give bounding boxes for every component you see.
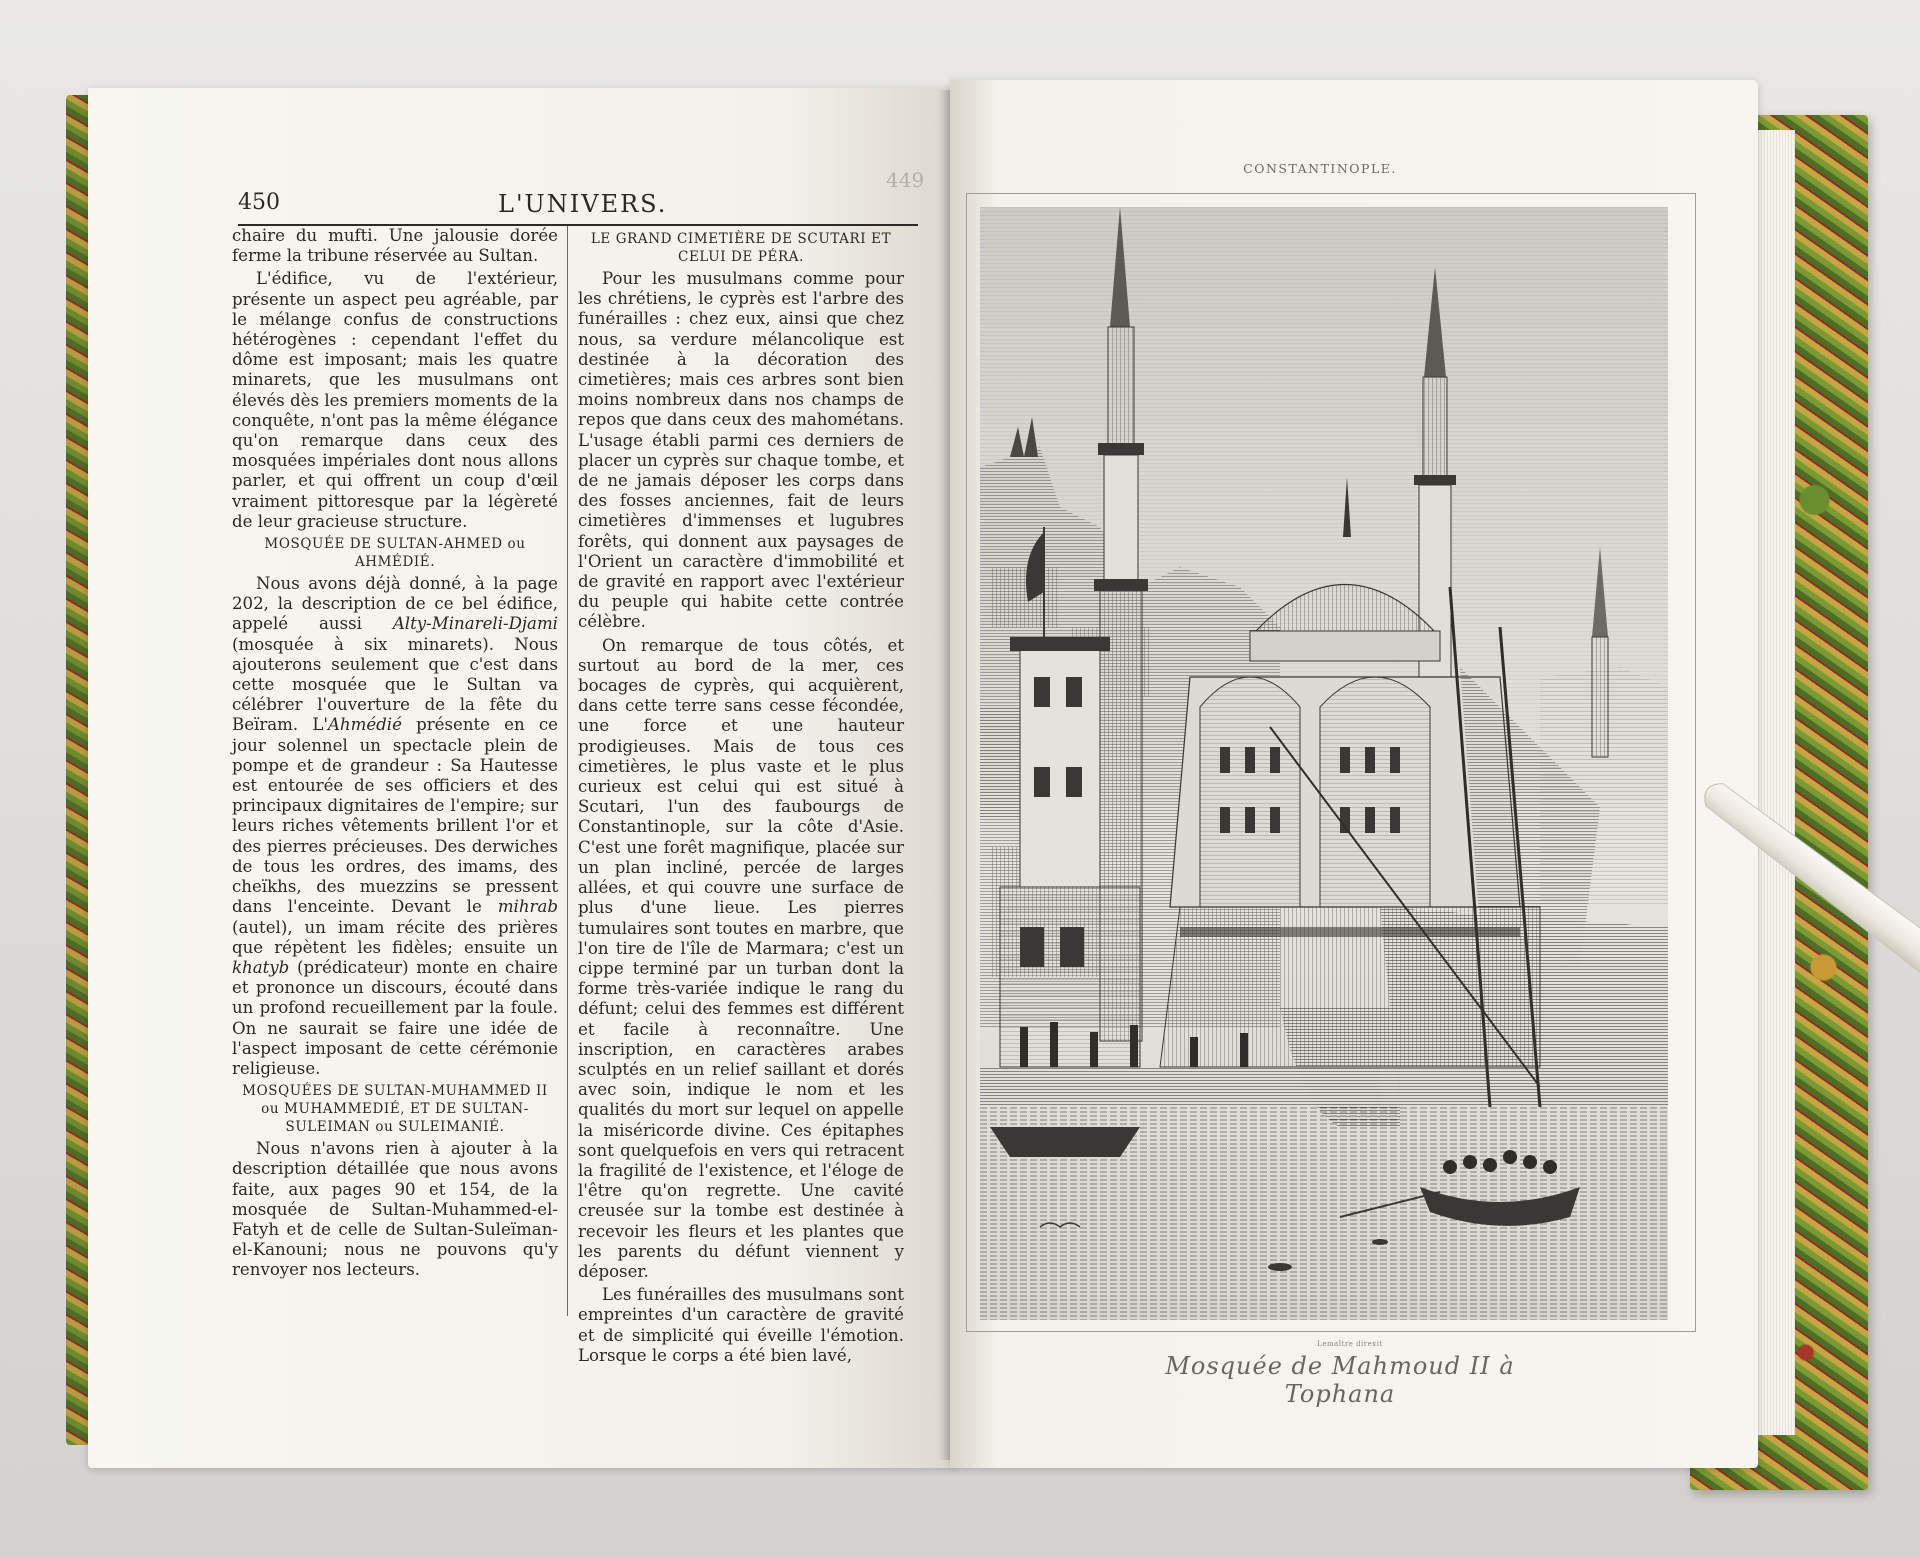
section-heading: MOSQUÉES DE SULTAN-MUHAMMED II ou MUHAMMEDIÉ, ET DE SULTAN-SULEIMAN ou SULEIMANIÉ.	[242, 1083, 548, 1136]
italic-term: Alty-Minareli-Djami	[392, 614, 558, 634]
text-run: (autel), un imam récite des prières que répètent les fidèles; ensuite un	[232, 917, 558, 957]
italic-term: Ahmédié	[327, 715, 402, 735]
text-run: (prédicateur) monte en chaire et prononce un discours, écouté dans un profond recueillement par la foule. On ne saurait se faire une idée de l'aspect imposant de cette cérémonie religieuse.	[232, 957, 558, 1078]
paragraph	[232, 574, 558, 1079]
column-rule	[567, 226, 568, 1316]
text-column-left	[232, 226, 558, 1284]
text-run: présente en ce jour solennel un spectacle plein de pompe et de grandeur : Sa Hautesse est entourée de ses officiers et des principaux dignitaires de l'empire; sur leurs riches vêtements brillent l'or et des pierres précieuses. Des derwiches de tous les ordres, des imams, des cheïkhs, des muezzins se pressent dans l'enceinte. Devant le	[232, 715, 558, 917]
paragraph: Les funérailles des musulmans sont empreintes d'un caractère de gravité et de simplicité qui éveille l'émotion. Lorsque le corps a été bien lavé,	[578, 1285, 904, 1365]
engraver-credit: Lemaître direxit	[1317, 1340, 1383, 1348]
paragraph: Pour les musulmans comme pour les chrétiens, le cyprès est l'arbre des funérailles : chez eux, ainsi que chez nous, sa verdure mélancolique est destinée à la décoration des cimetières; mais ces arbres sont bien moins nombreux dans nos champs de repos que dans ceux des mahométans. L'usage établi parmi ces derniers de placer un cyprès sur chaque tombe, et de ne jamais déposer les corps dans des fosses anciennes, fait de leurs cimetières d'immenses et lugubres forêts, qui donnent aux paysages de l'Orient un caractère d'immobilité et de gravité en rapport avec l'extérieur du peuple qui habite cette contrée célèbre.	[578, 269, 904, 632]
paragraph: Nous n'avons rien à ajouter à la description détaillée que nous avons faite, aux pages 90 et 154, de la mosquée de Sultan-Muhammed-el-Fatyh et de celle de Sultan-Suleïman-el-Kanouni; nous ne pouvons qu'y renvoyer nos lecteurs.	[232, 1139, 558, 1280]
italic-term: khatyb	[232, 957, 290, 977]
engraving-mosque-illustration	[980, 207, 1668, 1320]
show-through-page-number: 449	[886, 168, 925, 192]
paragraph: chaire du mufti. Une jalousie dorée ferme la tribune réservée au Sultan.	[232, 226, 558, 266]
section-heading: LE GRAND CIMETIÈRE DE SCUTARI ET CELUI DE PÉRA.	[590, 231, 892, 265]
left-page-header	[238, 168, 925, 226]
plate-header: CONSTANTINOPLE.	[1243, 161, 1397, 176]
paragraph: L'édifice, vu de l'extérieur, présente un aspect peu agréable, par le mélange confus de constructions hétérogènes : cependant l'effet du dôme est imposant; mais les quatre minarets, que les musulmans ont élevés dès les premiers moments de la conquête, n'ont pas la même élégance qu'on remarque dans ceux des mosquées impériales dont nous allons parler, et qui offrent un coup d'œil vraiment pittoresque par la légèreté de leur gracieuse structure.	[232, 269, 558, 531]
section-heading: MOSQUÉE DE SULTAN-AHMED ou AHMÉDIÉ.	[264, 536, 526, 571]
text-run: Nous avons déjà donné, à la page 202, la description de ce bel édifice, appelé aussi	[232, 574, 558, 634]
engraving-svg	[980, 207, 1668, 1320]
text-run: (mosquée à six minarets). Nous ajouterons seulement que c'est dans cette mosquée que le Sultan va célébrer l'ouverture de la fête du Beïram. L'	[232, 634, 558, 735]
page-number: 450	[238, 190, 280, 215]
running-title: L'UNIVERS.	[498, 190, 668, 218]
paragraph: On remarque de tous côtés, et surtout au bord de la mer, ces bocages de cyprès, qui acquièrent, dans cette terre sans cesse fécondée, une force et une hauteur prodigieuses. Mais de tous ces cimetières, le plus vaste et le plus curieux est celui qui est situé à Scutari, l'un des faubourgs de Constantinople, sur la côte d'Asie. C'est une forêt magnifique, placée sur un plan incliné, percée de larges allées, et qui couvre une surface de plus d'une lieue. Les pierres tumulaires sont toutes en marbre, que l'on tire de l'île de Marmara; c'est un cippe terminé par un turban dont la forme très-variée indique le rang du défunt; celui des femmes est différent et facile à reconnaître. Une inscription, en caractères arabes sculptés en un relief saillant et dorés avec soin, indique le nom et les qualités du mort sur lequel on appelle la miséricorde divine. Ces épitaphes sont quelquefois en vers qui retracent la fragilité de l'existence, et l'éloge de l'être qu'on regrette. Une cavité creusée sur la tombe est destinée à recevoir les fleurs et les plantes que les parents du défunt viennent y déposer.	[578, 635, 904, 1281]
italic-term: mihrab	[497, 897, 558, 917]
plate-caption: Mosquée de Mahmoud II à Tophana	[1165, 1352, 1515, 1408]
text-column-right	[578, 226, 904, 1369]
